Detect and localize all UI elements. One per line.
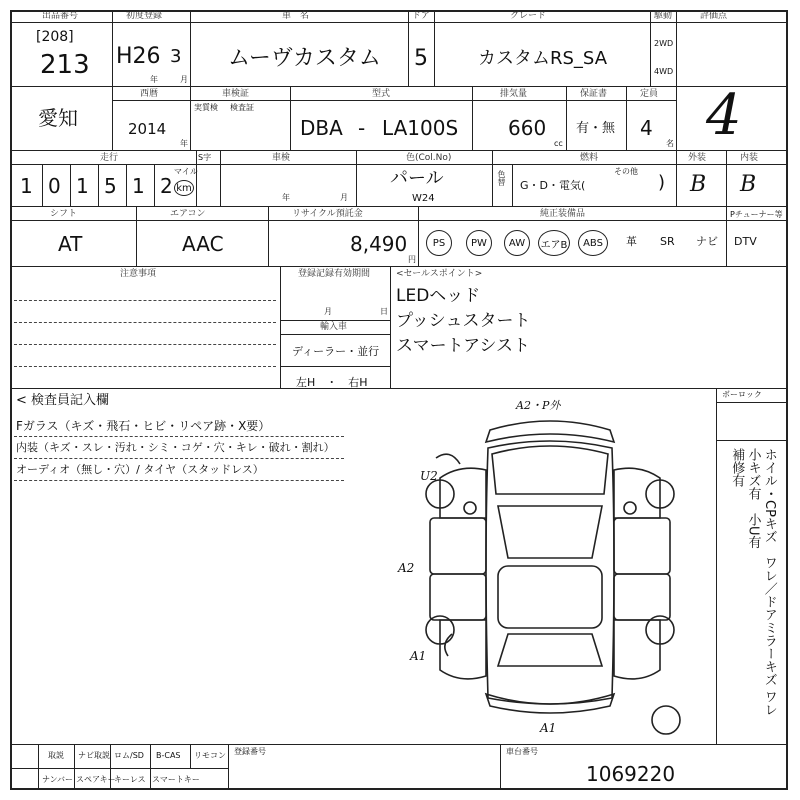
grade-header: グレード [510, 11, 547, 21]
lot-number-header: 出品番号 [42, 11, 79, 21]
capacity-unit: 名 [666, 139, 674, 148]
mileage-digit: 5 [104, 174, 117, 198]
damage-note-a2: A2 [398, 561, 415, 575]
tuner-header: Pチューナー等 [730, 210, 783, 219]
sales-point: LEDヘッド [396, 286, 481, 306]
registration-month: 3 [170, 46, 182, 67]
lot-number: 213 [40, 50, 90, 80]
exterior-header: 外装 [688, 153, 707, 163]
color-change-label: 色替 [497, 170, 506, 186]
footer-item: ナビ取説 [78, 751, 110, 760]
displacement-header: 排気量 [500, 89, 528, 99]
interior-grade: B [740, 172, 757, 197]
warranty: 有・無 [576, 121, 616, 136]
footer-item: ナンバー [42, 775, 74, 784]
shift-header: シフト [50, 209, 78, 219]
model-year-unit: 年 [180, 139, 188, 148]
hood [492, 446, 608, 494]
inspection-header: 車検 [272, 153, 291, 163]
fuel-options: G・D・電気( [520, 179, 586, 192]
grade: カスタムRS_SA [478, 48, 608, 69]
equipment-pw: PW [466, 230, 492, 256]
first-registration-header: 初度登録 [126, 11, 163, 21]
shift: AT [58, 232, 83, 256]
front-bumper [486, 421, 614, 442]
year-header: 西暦 [140, 89, 159, 99]
right-front-door [614, 518, 670, 574]
damage-mark [436, 454, 460, 464]
inspector-line: 内装（キズ・スレ・汚れ・シミ・コゲ・穴・キレ・破れ・割れ） [16, 441, 335, 454]
region: 愛知 [38, 106, 78, 130]
record-month: 月 [324, 307, 332, 316]
registration-month-unit: 月 [180, 75, 188, 84]
left-mirror [464, 502, 476, 514]
color-header: 色(Col.No) [406, 153, 452, 163]
model-header: 型式 [372, 89, 391, 99]
damage-note-top: A2・P外 [516, 399, 561, 412]
footer-item: キーレス [114, 775, 146, 784]
color: パール [390, 168, 444, 189]
mileage-header: 走行 [100, 153, 119, 163]
spare-tire [652, 706, 680, 734]
car-damage-diagram [400, 398, 700, 738]
body-outline [486, 441, 614, 704]
model-dash: - [358, 116, 366, 140]
footer-item: 取説 [48, 751, 64, 760]
displacement-unit: cc [554, 139, 563, 148]
record-day: 日 [380, 307, 388, 316]
s-meter-header: S字 [198, 153, 212, 162]
damage-note-a1-left: A1 [410, 649, 427, 663]
model: LA100S [382, 116, 459, 140]
recycle-header: リサイクル預託金 [292, 209, 363, 219]
registration-era: H26 [116, 44, 161, 69]
displacement: 660 [508, 116, 547, 140]
warranty-header: 保証書 [580, 89, 608, 99]
equipment-dtv: DTV [734, 235, 757, 248]
equipment-leather: 革 [626, 235, 637, 248]
sales-point-header: <セールスポイント> [396, 269, 483, 279]
mileage-digit: 2 [160, 174, 173, 198]
door-count: 5 [414, 46, 428, 71]
exterior-grade: B [690, 172, 707, 197]
steering-side: 左H ・ 右H [296, 376, 368, 389]
rear-bumper [486, 694, 614, 713]
recycle-unit: 円 [408, 255, 416, 264]
chassis-number: 1069220 [586, 762, 676, 786]
footer-item: リモコン [194, 751, 226, 760]
car-name-header: 車 名 [282, 11, 310, 21]
drive-2wd: 2WD [654, 39, 674, 48]
fuel-other: その他 [614, 167, 638, 176]
model-prefix: DBA [300, 116, 343, 140]
equipment-ps: PS [426, 230, 452, 256]
equipment-header: 純正装備品 [540, 209, 586, 219]
footer-item: スペアキー [76, 775, 116, 784]
door-header: ドア [412, 11, 430, 21]
inspector-title: < 検査員記入欄 [16, 393, 110, 408]
shaken-header: 車検証 [222, 89, 250, 99]
sales-point: スマートアシスト [396, 336, 530, 356]
ac-header: エアコン [170, 209, 206, 219]
damage-note-a1-bottom: A1 [540, 721, 557, 735]
left-front-fender [440, 468, 486, 518]
record-period-header: 登録記録有効期間 [298, 269, 371, 279]
chassis-number-header: 車台番号 [506, 747, 538, 756]
windshield [498, 506, 602, 558]
left-front-door [430, 518, 486, 574]
damage-mark [445, 634, 452, 656]
porlock-header: ボーロック [722, 390, 762, 399]
equipment-abs: ABS [578, 230, 608, 256]
mileage-digit: 1 [132, 174, 145, 198]
shaken-label: 実質検 [194, 103, 218, 112]
mileage-unit-km: km [174, 180, 194, 196]
equipment-airbag: エアB [538, 230, 570, 256]
color-code: W24 [412, 193, 435, 204]
import-header: 輸入車 [320, 322, 348, 332]
registration-year-unit: 年 [150, 75, 158, 84]
mileage-digit: 1 [76, 174, 89, 198]
capacity-header: 定員 [640, 89, 659, 99]
score-value: 4 [706, 83, 742, 148]
left-rear-door [430, 574, 486, 620]
right-damage-notes: ホイル・CPキズ ワレ／ドアミラーキズ ワレ 小キズ有 小U有 補修有 [729, 448, 777, 717]
inspector-line: オーディオ（無し・穴）/ タイヤ（スタッドレス） [16, 463, 264, 476]
footer-item: ロム/SD [114, 751, 144, 760]
footer-item: B-CAS [156, 751, 181, 760]
roof [498, 566, 602, 628]
capacity: 4 [640, 116, 653, 140]
rear-window [498, 634, 602, 666]
inspection-month-unit: 月 [340, 193, 348, 202]
notes-header: 注意事項 [120, 269, 157, 279]
score-header: 評価点 [700, 11, 728, 21]
right-rear-door [614, 574, 670, 620]
ac: AAC [182, 232, 224, 256]
inspector-line: Fガラス（キズ・飛石・ヒビ・リペア跡・X要） [16, 419, 271, 433]
drive-header: 駆動 [654, 11, 673, 21]
right-mirror [624, 502, 636, 514]
model-year: 2014 [128, 120, 167, 138]
mileage-unit-miles: マイル [174, 167, 198, 176]
lot-prefix: [208] [36, 29, 74, 45]
mileage-digit: 1 [20, 174, 33, 198]
fuel-header: 燃料 [580, 153, 599, 163]
fuel-close-paren: ) [658, 172, 666, 193]
damage-note-u2: U2 [420, 469, 438, 483]
equipment-sunroof: SR [660, 235, 675, 248]
sales-point: プッシュスタート [396, 311, 531, 331]
registration-number-header: 登録番号 [234, 747, 266, 756]
shaken-sub: 検査証 [230, 103, 254, 112]
equipment-aw: AW [504, 230, 530, 256]
drive-4wd: 4WD [654, 67, 674, 76]
footer-item: スマートキー [152, 775, 200, 784]
car-name: ムーヴカスタム [228, 46, 381, 71]
import-type: ディーラー・並行 [292, 345, 380, 358]
inspection-year-unit: 年 [282, 193, 290, 202]
mileage-digit: 0 [48, 174, 61, 198]
equipment-navi: ナビ [696, 235, 718, 248]
right-front-fender [614, 468, 660, 518]
left-rear-fender [440, 620, 486, 679]
interior-header: 内装 [740, 153, 759, 163]
right-rear-fender [614, 620, 660, 679]
recycle-fee: 8,490 [350, 232, 408, 256]
